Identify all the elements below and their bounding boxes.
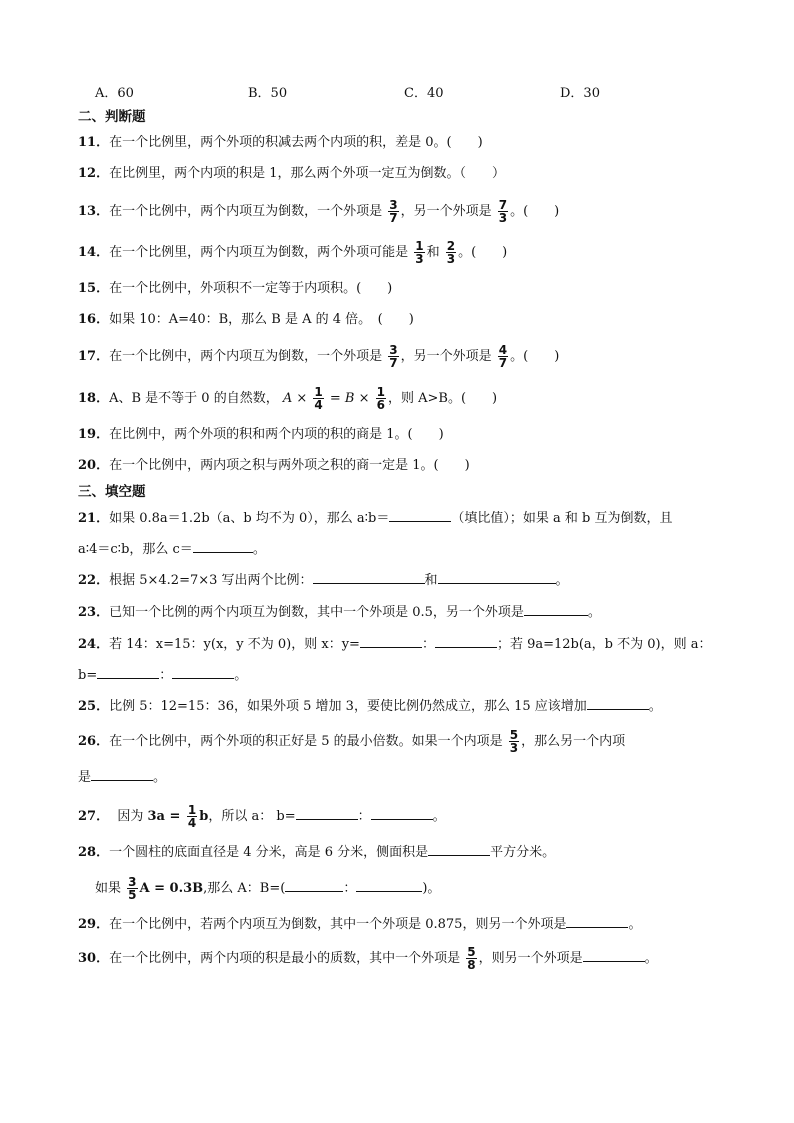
question-19: 19．在比例中，两个外项的积和两个内项的积的商是 1。( ) — [78, 427, 444, 442]
answer-blank[interactable] — [313, 571, 425, 584]
fraction: $\frac{5}{3}$ — [509, 728, 519, 755]
answer-blank[interactable] — [524, 603, 588, 616]
fraction: $\frac{3}{7}$ — [389, 343, 398, 370]
fraction: $\frac{1}{4}$ — [314, 385, 323, 412]
answer-blank[interactable] — [587, 697, 649, 710]
fraction: $\frac{2}{3}$ — [446, 239, 456, 266]
question-26: 26．在一个比例中，两个外项的积正好是 5 的最小倍数。如果一个内项是 $\frac{5}{3}$ ，那么另一个内项 — [78, 728, 626, 755]
question-12: 12．在比例里，两个内项的积是 1，那么两个外项一定互为倒数。（ ） — [78, 166, 505, 181]
question-17: 17．在一个比例中，两个内项互为倒数，一个外项是 $\frac{3}{7}$ ，另一个外项是 $\frac{4}{7}$ 。( ) — [78, 343, 560, 370]
fraction: $\frac{1}{3}$ — [415, 239, 424, 266]
answer-blank[interactable] — [389, 509, 451, 522]
fraction: $\frac{7}{3}$ — [498, 198, 508, 225]
question-16: 16．如果 10：A=40：B，那么 B 是 A 的 4 倍。 ( ) — [78, 312, 414, 327]
question-20: 20．在一个比例中，两内项之积与两外项之积的商一定是 1。( ) — [78, 458, 470, 473]
question-30: 30．在一个比例中，两个内项的积是最小的质数，其中一个外项是 $\frac{5}{8}$ ，则另一个外项是 。 — [78, 945, 658, 972]
question-28-extra: 如果 $\frac{3}{5}$ A = 0.3B,那么 A：B=( ： )。 — [95, 875, 441, 902]
question-21-continued: a∶4＝c∶b，那么 c＝ 。 — [78, 542, 266, 557]
question-27: 27． 因为 3a = $\frac{1}{4}$ b，所以 a： b= ： 。 — [78, 803, 446, 830]
question-24-continued: b= ： 。 — [78, 668, 248, 683]
answer-blank[interactable] — [172, 666, 234, 679]
fraction: $\frac{3}{7}$ — [389, 198, 398, 225]
answer-blank[interactable] — [438, 571, 556, 584]
answer-blank[interactable] — [356, 879, 422, 892]
question-24: 24．若 14：x=15：y(x，y 不为 0)，则 x：y= ： ；若 9a=12b(a，b 不为 0)，则 a： — [78, 637, 712, 652]
question-18: 18．A、B 是不等于 0 的自然数， A × $\frac{1}{4}$ = B × $\frac{1}{6}$ ，则 A>B。( ) — [78, 385, 498, 412]
question-25: 25．比例 5：12=15：36，如果外项 5 增加 3，要使比例仍然成立，那么 15 应该增加 。 — [78, 699, 662, 714]
answer-blank[interactable] — [360, 635, 422, 648]
option-a: A．60 — [95, 86, 134, 101]
option-b: B．50 — [248, 86, 288, 101]
question-26-continued: 是 。 — [78, 770, 167, 785]
question-28: 28．一个圆柱的底面直径是 4 分米，高是 6 分米，侧面积是 平方分米。 — [78, 845, 556, 860]
fraction: $\frac{1}{4}$ — [187, 803, 197, 830]
answer-blank[interactable] — [296, 807, 358, 820]
answer-blank[interactable] — [193, 540, 253, 553]
answer-blank[interactable] — [583, 949, 645, 962]
question-13: 13．在一个比例中，两个内项互为倒数，一个外项是 $\frac{3}{7}$ ，另一个外项是 $\frac{7}{3}$ 。( ) — [78, 198, 560, 225]
section-heading-fill-blank: 三、填空题 — [78, 484, 146, 500]
answer-blank[interactable] — [435, 635, 497, 648]
answer-blank[interactable] — [428, 843, 490, 856]
fraction: $\frac{5}{8}$ — [467, 945, 476, 972]
answer-blank[interactable] — [566, 915, 628, 928]
option-c: C．40 — [404, 86, 444, 101]
question-11: 11．在一个比例里，两个外项的积减去两个内项的积，差是 0。( ) — [78, 135, 483, 150]
option-d: D．30 — [560, 86, 600, 101]
question-29: 29．在一个比例中，若两个内项互为倒数，其中一个外项是 0.875，则另一个外项是 。 — [78, 917, 642, 932]
answer-blank[interactable] — [371, 807, 433, 820]
question-15: 15．在一个比例中，外项积不一定等于内项积。( ) — [78, 281, 393, 296]
section-heading-judgement: 二、判断题 — [78, 109, 146, 125]
fraction: $\frac{3}{5}$ — [128, 875, 137, 902]
question-14: 14．在一个比例里，两个内项互为倒数，两个外项可能是 $\frac{1}{3}$ 和 $\frac{2}{3}$ 。( ) — [78, 239, 508, 266]
fraction: $\frac{4}{7}$ — [498, 343, 508, 370]
answer-blank[interactable] — [97, 666, 159, 679]
answer-blank[interactable] — [91, 768, 153, 781]
question-21: 21．如果 0.8a＝1.2b（a、b 均不为 0），那么 a∶b＝ （填比值）；如果 a 和 b 互为倒数，且 — [78, 511, 673, 526]
question-23: 23．已知一个比例的两个内项互为倒数，其中一个外项是 0.5，另一个外项是 。 — [78, 605, 601, 620]
question-22: 22．根据 5×4.2=7×3 写出两个比例： 和 。 — [78, 573, 569, 588]
answer-blank[interactable] — [285, 879, 343, 892]
fraction: $\frac{1}{6}$ — [376, 385, 385, 412]
